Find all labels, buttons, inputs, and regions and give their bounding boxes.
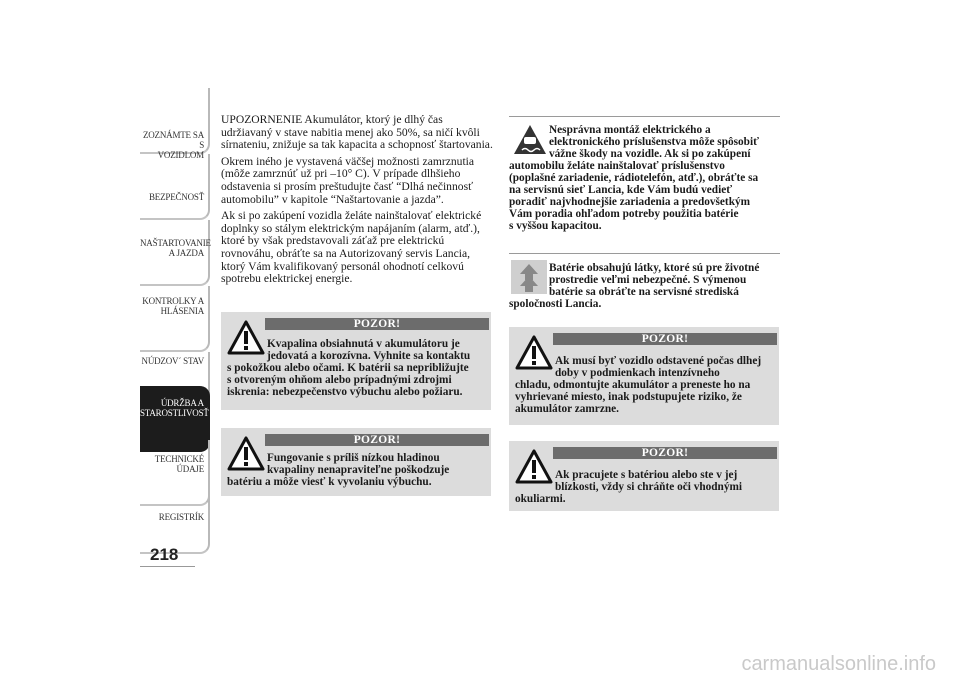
tab-label: NAŠTARTOVANIE A JAZDA [140, 238, 211, 258]
warning-text: Ak musí byť vozidlo odstavené počas dlhej doby v podmienkach intenzívneho chladu, odmontujte akumulátor a preneste ho na vyhrievané miesto, inak podstupujete riziko, že akumulátor zamrzne. [515, 355, 762, 415]
page-number: 218 [150, 545, 179, 564]
warning-text: Kvapalina obsiahnutá v akumulátoru je jedovatá a korozívna. Vyhnite sa kontaktu s pokožkou alebo očami. K batérii sa nepribližujte s otvoreným ohňom alebo prípadnými zdrojmi iskrenia: nebezpečenstvo výbuchu alebo požiaru. [227, 338, 471, 398]
tab-label: BEZPEČNOSŤ [148, 192, 204, 202]
paragraph: Ak si po zakúpení vozidla želáte nainštalovať elektrické doplnky so stálym elektrickým napájaním (alarm, atď.), ktoré by však predstavovali záťaž pre elektrickú rovnováhu, obráťte sa na Autorizovaný servis Lancia, ktorý Vám kvalifikovaný personál ohodnotí celkovú spotrebu elektrickej energie. [221, 209, 482, 286]
watermark: carmanualsonline.info [741, 653, 936, 675]
warning-heading: POZOR! [553, 447, 777, 459]
tab-nastartovanie[interactable] [140, 220, 210, 286]
paragraph: UPOZORNENIE Akumulátor, ktorý je dlhý čas udržiavaný v stave nabitia menej ako 50%, sa ničí kvôli sírnateniu, znižuje sa tak kapacita a schopnosť štartovania. [221, 113, 493, 152]
warning-box [221, 312, 491, 410]
warning-box [221, 428, 491, 496]
tab-label: ÚDRŽBA A STAROSTLIVOSŤ [140, 398, 209, 418]
paragraph: Okrem iného je vystavená väčšej možnosti zamrznutia (môže zamrznúť už pri –10° C). V prípade dlhšieho odstavenia si prosím preštudujte časť “Dlhá nečinnosť automobilu” v kapitole “Naštartovanie a jazda”. [221, 154, 475, 206]
tab-label: NÚDZOV´ STAV [141, 356, 204, 366]
tab-label: KONTROLKY A HLÁSENIA [142, 296, 204, 316]
warning-box [509, 441, 779, 511]
warning-text: Ak pracujete s batériou alebo ste v jej blízkosti, vždy si chráňte oči vhodnými okuliarmi. [515, 469, 743, 505]
tab-label: ZOZNÁMTE SA S VOZIDLOM [142, 130, 204, 160]
tab-zoznamte-sa[interactable] [140, 88, 210, 160]
tab-bezpecnost[interactable] [140, 154, 210, 220]
divider [509, 116, 780, 117]
warning-box [509, 327, 779, 425]
caution-text: Nesprávna montáž elektrického a elektronického príslušenstva môže spôsobiť vážne škody na vozidle. Ak si po zakúpení automobilu želáte nainštalovať príslušenstvo (poplašné zariadenie, rádiotelefón, atď.), obráťte sa na servisnú sieť Lancia, kde Vám budú vedieť poradiť najvhodnejšie zariadenia a predovšetkým Vám poradia ohľadom potreby použitia batérie s vyššou kapacitou. [509, 124, 759, 232]
tab-label: TECHNICKÉ ÚDAJE [154, 454, 204, 474]
environment-text: Batérie obsahujú látky, ktoré sú pre životné prostredie veľmi nebezpečné. S výmenou batérie sa obráťte na servisné strediská spoločnosti Lancia. [509, 262, 760, 310]
warning-heading: POZOR! [265, 318, 489, 330]
divider [140, 566, 195, 567]
warning-heading: POZOR! [265, 434, 489, 446]
warning-text: Fungovanie s príliš nízkou hladinou kvapaliny nenapraviteľne poškodzuje batériu a môže viesť k vyvolaniu výbuchu. [227, 452, 450, 488]
divider [509, 253, 780, 254]
body-text [221, 114, 493, 290]
warning-heading: POZOR! [553, 333, 777, 345]
tab-label: REGISTRÍK [158, 512, 204, 522]
tab-kontrolky[interactable] [140, 286, 210, 352]
